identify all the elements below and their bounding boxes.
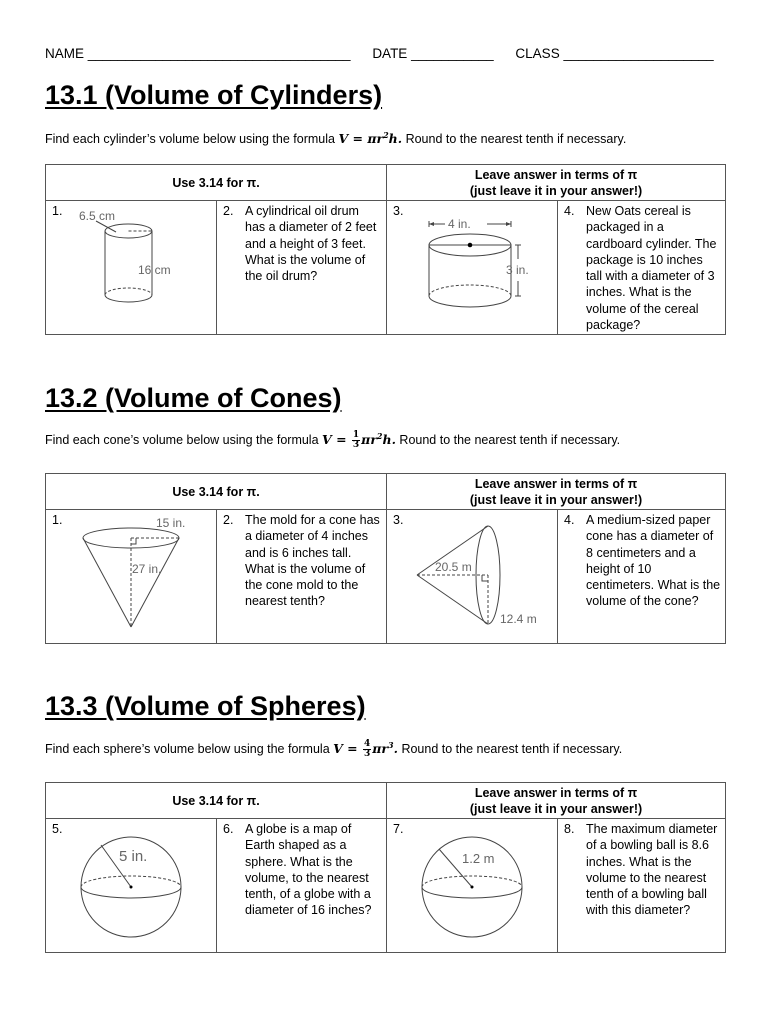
problem-text: New Oats cereal is packaged in a cardboard cylinder. The package is 10 inches tall with a diameter of 3 inches. What is the volume of the cereal package? [586,204,717,333]
section-title-cylinders: 13.1 (Volume of Cylinders) [45,80,383,110]
height-label: 16 cm [138,263,171,277]
problem-cell: 4. A medium-sized paper cone has a diameter of 8 centimeters and a height of 10 centimeters. What is the volume of the cone? [558,510,726,644]
problem-cell: 1. 15 in. 27 in. [46,510,217,644]
radius-label: 5 in. [119,848,148,865]
problem-text: The maximum diameter of a bowling ball is 8.6 inches. What is the volume to the nearest tenth of a bowling ball with this diameter? [586,822,718,918]
formula: $V = \pi r^2h$. [338,130,403,147]
instruction-cylinders: Find each cylinder’s volume below using the formula $V = \pi r^2h$. Round to the nearest tenth if necessary. [45,130,627,147]
height-label: 27 in. [132,562,162,576]
right-column-header: Leave answer in terms of π (just leave it in your answer!) [387,165,726,201]
problem-cell: 4. New Oats cereal is packaged in a cardboard cylinder. The package is 10 inches tall with a diameter of 3 inches. What is the volume of the cereal package? [558,201,726,335]
height-label: 3 in. [506,263,529,277]
student-info-header [45,46,732,61]
left-column-header: Use 3.14 for π. [46,165,387,201]
instruction-cones: Find each cone’s volume below using the formula V = $\frac{1}{3}$ $\pi r^2h$. Round to the nearest tenth if necessary. [45,430,621,451]
problem-cell: 1. 6.5 cm 16 cm [46,201,217,335]
date-field[interactable]: DATE ___________ [372,46,494,61]
problem-cell: 3. 20.5 m 12.4 m [387,510,558,644]
cone-diagram [46,510,216,640]
problem-cell: 8. The maximum diameter of a bowling ball is 8.6 inches. What is the volume to the nearest tenth of a bowling ball with this diameter? [558,819,726,953]
section-title-spheres: 13.3 (Volume of Spheres) [45,691,366,721]
problem-cell: 3. 4 in. 3 in. [387,201,558,335]
problem-text: A globe is a map of Earth shaped as a sphere. What is the volume, to the nearest tenth, of a globe with a diameter of 16 inches? [245,822,372,918]
problem-cell: 7. 1.2 m [387,819,558,953]
radius-label: 15 in. [156,516,186,530]
problem-text: A medium-sized paper cone has a diameter of 8 centimeters and a height of 10 centimeters. What is the volume of the cone? [586,513,721,609]
cylinder-diagram [387,201,557,331]
section-title-cones: 13.2 (Volume of Cones) [45,383,342,413]
height-label: 20.5 m [435,560,472,574]
class-field[interactable]: CLASS ____________________ [515,46,714,61]
diameter-label: 4 in. [448,217,471,231]
problem-cell: 5. 5 in. [46,819,217,953]
cone-diagram [387,510,557,640]
problem-cell: 2. The mold for a cone has a diameter of 4 inches and is 6 inches tall. What is the volume of the cone mold to the nearest tenth? [217,510,387,644]
left-column-header: Use 3.14 for π. [46,474,387,510]
right-column-header: Leave answer in terms of π (just leave it in your answer!) [387,474,726,510]
problem-cell: 2. A cylindrical oil drum has a diameter of 2 feet and a height of 3 feet. What is the volume of the oil drum? [217,201,387,335]
right-column-header: Leave answer in terms of π (just leave it in your answer!) [387,783,726,819]
radius-label: 12.4 m [500,612,537,626]
worksheet-table-spheres [45,782,726,953]
radius-label: 6.5 cm [79,209,116,223]
radius-label: 1.2 m [462,851,495,866]
formula: V = $\frac{4}{3}$ $\pi r^3$. [333,739,398,760]
left-column-header: Use 3.14 for π. [46,783,387,819]
sphere-diagram [46,819,216,949]
formula: V = $\frac{1}{3}$ $\pi r^2h$. [322,430,396,451]
sphere-diagram [387,819,557,949]
worksheet-table-cylinders [45,164,726,335]
name-field[interactable]: NAME ___________________________________ [45,46,351,61]
instruction-spheres: Find each sphere’s volume below using the formula V = $\frac{4}{3}$ $\pi r^3$. Round to the nearest tenth if necessary. [45,739,623,760]
problem-text: A cylindrical oil drum has a diameter of 2 feet and a height of 3 feet. What is the volume of the oil drum? [245,204,377,284]
cylinder-diagram [46,201,216,331]
worksheet-table-cones [45,473,726,644]
problem-cell: 6. A globe is a map of Earth shaped as a sphere. What is the volume, to the nearest tenth, of a globe with a diameter of 16 inches? [217,819,387,953]
problem-text: The mold for a cone has a diameter of 4 inches and is 6 inches tall. What is the volume of the cone mold to the nearest tenth? [245,513,380,609]
